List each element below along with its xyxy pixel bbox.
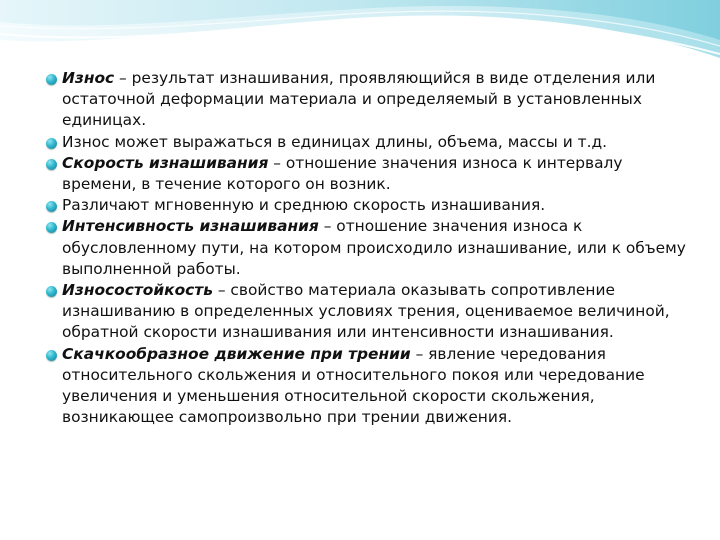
list-item [46, 132, 686, 153]
term-label: Скачкообразное движение при трении [62, 344, 411, 363]
bullet-icon [46, 201, 57, 212]
definition-text: – свойство материала оказывать сопротивление изнашиванию в определенных условиях трения, оцениваемое величиной, обратной скорости изнашивания или интенсивности изнашивания. [62, 281, 670, 342]
list-item [46, 68, 686, 132]
list-item [46, 344, 686, 429]
definition-text: – явление чередования относительного скольжения и относительного покоя или чередование увеличения и уменьшения относительной скорости скольжения, возникающее самопроизвольно при трении движения. [62, 344, 645, 427]
bullet-icon [46, 74, 57, 85]
list-item [46, 216, 686, 280]
list-item [46, 280, 686, 344]
definition-text: – отношение значения износа к интервалу времени, в течение которого он возник. [62, 153, 623, 194]
definition-text: – отношение значения износа к обусловленному пути, на котором происходило изнашивание, или к объему выполненной работы. [62, 217, 686, 278]
definition-text: Износ может выражаться в единицах длины, объема, массы и т.д. [62, 132, 608, 151]
bullet-icon [46, 222, 57, 233]
bullet-list [46, 68, 686, 428]
term-label: Скорость изнашивания [62, 153, 269, 172]
list-item [46, 195, 686, 216]
definition-text: Различают мгновенную и среднюю скорость изнашивания. [62, 196, 546, 215]
term-label: Интенсивность изнашивания [62, 217, 319, 236]
definition-text: – результат изнашивания, проявляющийся в виде отделения или остаточной деформации материала и определяемый в установленных единицах. [62, 69, 656, 130]
bullet-icon [46, 159, 57, 170]
list-item [46, 153, 686, 195]
bullet-icon [46, 350, 57, 361]
bullet-icon [46, 286, 57, 297]
bullet-icon [46, 138, 57, 149]
term-label: Износ [62, 69, 115, 87]
term-label: Износостойкость [62, 281, 213, 300]
